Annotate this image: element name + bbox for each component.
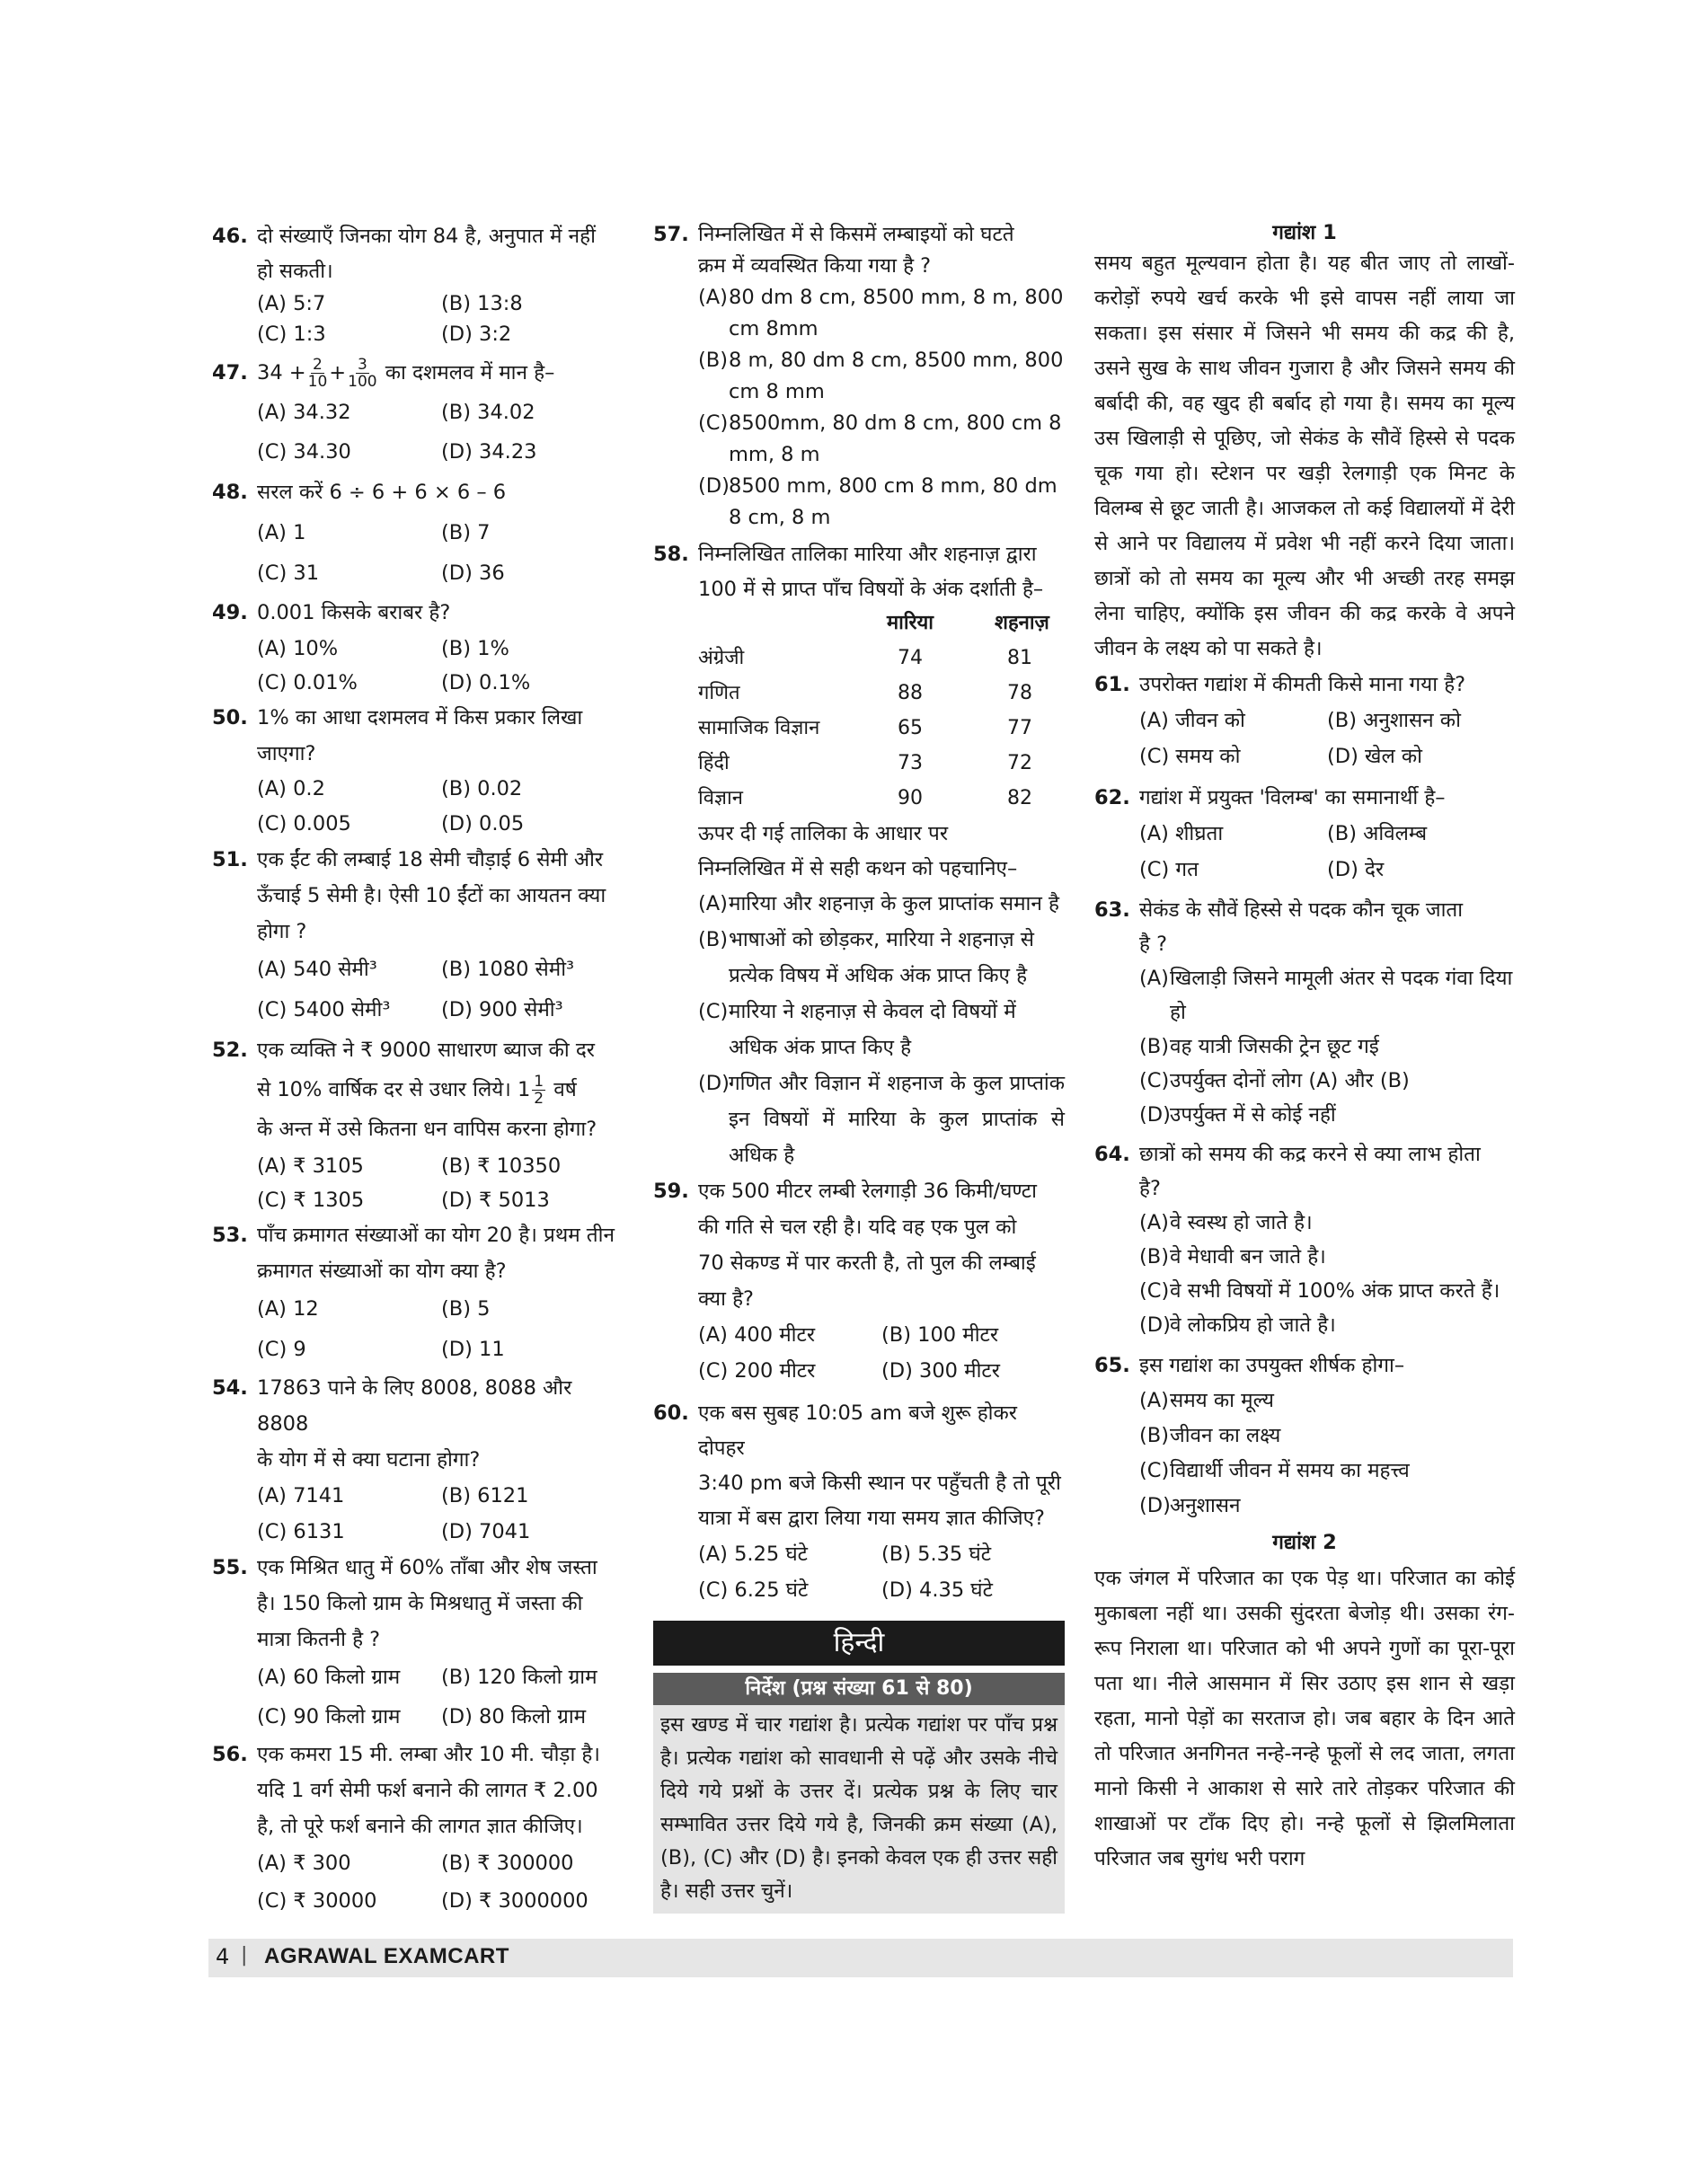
option: (B) 100 मीटर — [881, 1323, 999, 1347]
question-57: 57. निम्नलिखित में से किसमें लम्बाइयों को घटते क्रम में व्यवस्थित किया गया है ? (A) 80 dm 8 cm, 8500 mm, 8 m, 800 cm 8mm (B) 8 m, 80 dm 8 cm, 8500 mm, 800 cm 8 mm (C) 8500mm, 80 dm 8 cm, 800 cm 8 mm, 8 m (D) 8500 mm, 800 cm 8 mm, 80 dm 8 cm, 8 m — [653, 219, 1065, 534]
table-row: गणित 88 78 — [698, 682, 1032, 705]
option: (D) 3:2 — [441, 323, 512, 346]
option: (B) ₹ 10350 — [441, 1154, 562, 1178]
option: (C) 0.01% — [257, 671, 358, 694]
option: (D) 900 सेमी³ — [441, 998, 563, 1021]
question-53: 53. पाँच क्रमागत संख्याओं का योग 20 है। प्रथम तीन क्रमागत संख्याओं का योग क्या है? (A) 12 (B) 5 (C) 9 (D) 11 — [212, 1217, 625, 1370]
question-64: 64. छात्रों को समय की कद्र करने से क्या लाभ होता है? (A) वे स्वस्थ हो जाते है। (B) वे मेधावी बन जाते है। (C) वे सभी विषयों में 100% अंक प्राप्त करते हैं। (D) वे लोकप्रिय हो जाते है। — [1094, 1137, 1515, 1342]
option: (D) 8500 mm, 800 cm 8 mm, 80 dm 8 cm, 8 m — [698, 474, 1058, 529]
passage-2-title: गद्यांश 2 — [1272, 1531, 1337, 1554]
option: (C) 0.005 — [257, 812, 351, 835]
table-row: अंग्रेजी 74 81 — [698, 647, 1032, 670]
option: (A) 1 — [257, 521, 306, 544]
instructions-text: इस खण्ड में चार गद्यांश है। प्रत्येक गद्यांश पर पाँच प्रश्न है। प्रत्येक गद्यांश को सावधानी से पढ़ें और उसके नीचे दिये गये प्रश्नों के उत्तर दें। प्रत्येक प्रश्न के लिए चार सम्भावित उत्तर दिये गये है, जिनकी क्रम संख्या (A), (B), (C) और (D) है। इनको केवल एक ही उत्तर सही है। सही उत्तर चुनें। — [660, 1713, 1058, 1903]
option: (A) 80 dm 8 cm, 8500 mm, 8 m, 800 cm 8mm — [698, 286, 1064, 340]
option: (C) मारिया ने शहनाज़ से केवल दो विषयों में अधिक अंक प्राप्त किए है — [698, 1000, 1016, 1059]
option: (D) उपर्युक्त में से कोई नहीं — [1139, 1103, 1336, 1127]
option: (C) 31 — [257, 561, 320, 585]
option: (A) 5.25 घंटे — [698, 1543, 808, 1566]
option: (B) 6121 — [441, 1484, 529, 1507]
passage-1-text: समय बहुत मूल्यवान होता है। यह बीत जाए तो लाखों-करोड़ों रुपये खर्च करके भी इसे वापस नहीं लाया जा सकता। इस संसार में जिसने भी समय की कद्र की है, उसने सुख के साथ जीवन गुजारा है और जिसने समय की बर्बादी की, वह खुद ही बर्बाद हो गया है। समय का मूल्य उस खिलाड़ी से पूछिए, जो सेकंड के सौवें हिस्से से पदक चूक गया हो। स्टेशन पर खड़ी रेलगाड़ी एक मिनट के विलम्ब से छूट जाती है। आजकल तो कई विद्यालयों में देरी से आने पर विद्यालय में प्रवेश भी नहीं करने दिया जाता। छात्रों को तो समय का मूल्य और भी अच्छी तरह समझ लेना चाहिए, क्योंकि इस जीवन की कद्र करके वे अपने जीवन के लक्ष्य को पा सकते है। — [1094, 252, 1515, 660]
option: (D) ₹ 5013 — [441, 1189, 550, 1212]
option: (A) 540 सेमी³ — [257, 958, 377, 981]
option: (B) वह यात्री जिसकी ट्रेन छूट गई — [1139, 1035, 1379, 1058]
table-row: सामाजिक विज्ञान 65 77 — [698, 717, 1032, 740]
option: (C) 8500mm, 80 dm 8 cm, 800 cm 8 mm, 8 m — [698, 411, 1062, 466]
option: (C) 34.30 — [257, 440, 351, 464]
option: (C) 90 किलो ग्राम — [257, 1705, 401, 1728]
table-header-shahnaz: शहनाज़ — [995, 612, 1049, 635]
option: (A) 7141 — [257, 1484, 345, 1507]
option: (A) खिलाड़ी जिसने मामूली अंतर से पदक गंवा दिया हो — [1139, 967, 1513, 1024]
option: (A) 5:7 — [257, 292, 326, 315]
question-65: 65. इस गद्यांश का उपयुक्त शीर्षक होगा– (A) समय का मूल्य (B) जीवन का लक्ष्य (C) विद्यार्थी जीवन में समय का महत्त्व (D) अनुशासन — [1094, 1348, 1515, 1524]
option: (B) 1% — [441, 637, 509, 660]
option: (D) अनुशासन — [1139, 1494, 1241, 1517]
option: (B) 8 m, 80 dm 8 cm, 8500 mm, 800 cm 8 mm — [698, 349, 1064, 403]
instructions-box — [653, 1673, 1065, 1914]
option: (B) जीवन का लक्ष्य — [1139, 1424, 1281, 1447]
question-54: 54. 17863 पाने के लिए 8008, 8088 और 8808 के योग में से क्या घटाना होगा? (A) 7141 (B) 6121 (C) 6131 (D) 7041 — [212, 1370, 625, 1550]
table-row: विज्ञान 90 82 — [698, 787, 1032, 810]
option: (B) 5 — [441, 1297, 491, 1321]
option: (D) 7041 — [441, 1520, 531, 1543]
question-51: 51. एक ईंट की लम्बाई 18 सेमी चौड़ाई 6 सेमी और ऊँचाई 5 सेमी है। ऐसी 10 ईंटों का आयतन क्या होगा ? (A) 540 सेमी³ (B) 1080 सेमी³ (C) 5400 सेमी³ (D) 900 सेमी³ — [212, 842, 625, 1030]
question-62: 62. गद्यांश में प्रयुक्त 'विलम्ब' का समानार्थी है– (A) शीघ्रता (B) अविलम्ब (C) गत (D) देर — [1094, 780, 1515, 888]
page-footer — [208, 1939, 1513, 1977]
option: (B) अनुशासन को — [1327, 709, 1461, 732]
question-60: 60. एक बस सुबह 10:05 am बजे शुरू होकर दोपहर 3:40 pm बजे किसी स्थान पर पहुँचती है तो पूरी यात्रा में बस द्वारा लिया गया समय ज्ञात कीजिए? (A) 5.25 घंटे (B) 5.35 घंटे (C) 6.25 घंटे (D) 4.35 घंटे — [653, 1396, 1065, 1608]
option: (C) ₹ 30000 — [257, 1889, 377, 1913]
question-55: 55. एक मिश्रित धातु में 60% ताँबा और शेष जस्ता है। 150 किलो ग्राम के मिश्रधातु में जस्ता की मात्रा कितनी है ? (A) 60 किलो ग्राम (B) 120 किलो ग्राम (C) 90 किलो ग्राम (D) 80 किलो ग्राम — [212, 1550, 625, 1737]
column-2 — [653, 219, 1065, 1914]
option: (A) समय का मूल्य — [1139, 1389, 1274, 1412]
option: (A) 34.32 — [257, 401, 351, 424]
option: (C) ₹ 1305 — [257, 1189, 365, 1212]
section-title-hindi: हिन्दी — [653, 1621, 1065, 1666]
option: (A) वे स्वस्थ हो जाते है। — [1139, 1211, 1313, 1234]
question-63: 63. सेकंड के सौवें हिस्से से पदक कौन चूक जाता है ? (A) खिलाड़ी जिसने मामूली अंतर से पदक गंवा दिया हो (B) वह यात्री जिसकी ट्रेन छूट गई (C) उपर्युक्त दोनों लोग (A) और (B) (D) उपर्युक्त में से कोई नहीं — [1094, 893, 1515, 1132]
option: (B) 5.35 घंटे — [881, 1543, 992, 1566]
question-59: 59. एक 500 मीटर लम्बी रेलगाड़ी 36 किमी/घण्टा की गति से चल रही है। यदि वह एक पुल को 70 सेकण्ड में पार करती है, तो पुल की लम्बाई क्या है? (A) 400 मीटर (B) 100 मीटर (C) 200 मीटर (D) 300 मीटर — [653, 1173, 1065, 1389]
option: (B) 0.02 — [441, 777, 523, 800]
question-50: 50. 1% का आधा दशमलव में किस प्रकार लिखा जाएगा? (A) 0.2 (B) 0.02 (C) 0.005 (D) 0.05 — [212, 700, 625, 842]
question-56: 56. एक कमरा 15 मी. लम्बा और 10 मी. चौड़ा है। यदि 1 वर्ग सेमी फर्श बनाने की लागत ₹ 2.00 है, तो पूरे फर्श बनाने की लागत ज्ञात कीजिए। (A) ₹ 300 (B) ₹ 300000 (C) ₹ 30000 (D) ₹ 3000000 — [212, 1737, 625, 1920]
option: (D) 80 किलो ग्राम — [441, 1705, 587, 1728]
option: (D) 4.35 घंटे — [881, 1578, 993, 1602]
option: (C) गत — [1139, 858, 1199, 881]
option: (C) 6131 — [257, 1520, 345, 1543]
option: (D) 0.1% — [441, 671, 531, 694]
question-49: 49. 0.001 किसके बराबर है? (A) 10% (B) 1% (C) 0.01% (D) 0.1% — [212, 594, 625, 700]
option: (D) वे लोकप्रिय हो जाते है। — [1139, 1313, 1336, 1337]
question-48: 48. सरल करें 6 ÷ 6 + 6 × 6 – 6 (A) 1 (B) 7 (C) 31 (D) 36 — [212, 472, 625, 594]
option: (D) 36 — [441, 561, 505, 585]
option: (A) मारिया और शहनाज़ के कुल प्राप्तांक समान है — [698, 892, 1059, 915]
marks-table — [698, 606, 1058, 817]
option: (A) 12 — [257, 1297, 319, 1321]
option: (C) विद्यार्थी जीवन में समय का महत्त्व — [1139, 1459, 1410, 1482]
option: (B) 7 — [441, 521, 491, 544]
option: (A) 0.2 — [257, 777, 325, 800]
column-3 — [1094, 219, 1515, 1877]
option: (D) गणित और विज्ञान में शहनाज के कुल प्राप्तांक इन विषयों में मारिया के कुल प्राप्तांक से अधिक है — [698, 1072, 1065, 1167]
question-47: 47. 34 + $\frac{2}{10}$ + $\frac{3}{100}$ का दशमलव में मान है– (A) 34.32 (B) 34.02 (C) 34.30 (D) 34.23 — [212, 353, 625, 472]
option: (D) 11 — [441, 1338, 505, 1361]
question-61: 61. उपरोक्त गद्यांश में कीमती किसे माना गया है? (A) जीवन को (B) अनुशासन को (C) समय को (D) खेल को — [1094, 667, 1515, 774]
option: (C) उपर्युक्त दोनों लोग (A) और (B) — [1139, 1069, 1410, 1092]
option: (B) 1080 सेमी³ — [441, 958, 575, 981]
page-number: 4 — [216, 1944, 230, 1969]
option: (C) 5400 सेमी³ — [257, 998, 391, 1021]
option: (D) ₹ 3000000 — [441, 1889, 589, 1913]
option: (B) अविलम्ब — [1327, 822, 1428, 845]
option: (D) 0.05 — [441, 812, 525, 835]
option: (B) ₹ 300000 — [441, 1852, 574, 1875]
fraction: $\frac{1}{2}$ — [534, 1073, 544, 1108]
fraction: $\frac{3}{100}$ — [348, 356, 377, 391]
option: (A) 60 किलो ग्राम — [257, 1666, 401, 1689]
option: (A) जीवन को — [1139, 709, 1245, 732]
option: (B) भाषाओं को छोड़कर, मारिया ने शहनाज़ से प्रत्येक विषय में अधिक अंक प्राप्त किए है — [698, 928, 1034, 987]
option: (D) देर — [1327, 858, 1385, 881]
option: (A) 400 मीटर — [698, 1323, 816, 1347]
option: (C) वे सभी विषयों में 100% अंक प्राप्त करते हैं। — [1139, 1279, 1500, 1303]
option: (B) 120 किलो ग्राम — [441, 1666, 597, 1689]
option: (A) 10% — [257, 637, 339, 660]
fraction: $\frac{2}{10}$ — [307, 356, 328, 391]
option: (B) 34.02 — [441, 401, 535, 424]
footer-separator: | — [241, 1944, 248, 1967]
option: (C) समय को — [1139, 745, 1241, 768]
table-header-maria: मारिया — [887, 612, 934, 635]
passage-2-text: एक जंगल में परिजात का एक पेड़ था। परिजात का कोई मुकाबला नहीं था। उसकी सुंदरता बेजोड़ थी। उसका रंग-रूप निराला था। परिजात को भी अपने गुणों का पूरा-पूरा पता था। नीले आसमान में सिर उठाए इस शान से खड़ा रहता, मानो पेड़ों का सरताज हो। जब बहार के दिन आते तो परिजात अनगिनत नन्हे-नन्हे फूलों से लद जाता, लगता मानो किसी ने आकाश से सारे तारे तोड़कर परिजात की शाखाओं पर टाँक दिए हो। नन्हे फूलों से झिलमिलाता परिजात जब सुगंध भरी पराग — [1094, 1567, 1515, 1870]
option: (B) वे मेधावी बन जाते है। — [1139, 1245, 1326, 1269]
instructions-heading: निर्देश (प्रश्न संख्या 61 से 80) — [653, 1673, 1065, 1705]
question-58: 58. निम्नलिखित तालिका मारिया और शहनाज़ द्वारा 100 में से प्राप्त पाँच विषयों के अंक दर्शाती है– मारिया शहनाज़ अंग्रेजी 74 81 गणित 88 78 सामाजिक विज्ञान 65 77 हिंदी 73 72 विज्ञान 90 82 ऊपर दी गई तालिका के आधार पर निम्नलिखित में से सही कथन को पहचानिए– (A) मारिया और शहनाज़ के कुल प्राप्तांक समान है (B) भाषाओं को छोड़कर, मारिया ने शहनाज़ से प्रत्येक विषय में अधिक अंक प्राप्त किए है (C) मारिया ने शहनाज़ से केवल दो विषयों में अधिक अंक प्राप्त किए है (D) गणित और विज्ञान में शहनाज के कुल प्राप्तांक इन विषयों में मारिया के कुल प्राप्तांक से अधिक है — [653, 537, 1065, 1173]
option: (C) 1:3 — [257, 323, 326, 346]
brand-logo: AGRAWAL EXAMCART — [264, 1944, 509, 1968]
option: (C) 200 मीटर — [698, 1359, 816, 1383]
option: (D) 34.23 — [441, 440, 537, 464]
option: (C) 9 — [257, 1338, 306, 1361]
option: (C) 6.25 घंटे — [698, 1578, 809, 1602]
question-52: 52. एक व्यक्ति ने ₹ 9000 साधारण ब्याज की दर से 10% वार्षिक दर से उधार लिये। 1 $\frac{1}{2}$ वर्ष के अन्त में उसे कितना धन वापिस करना होगा? (A) ₹ 3105 (B) ₹ 10350 (C) ₹ 1305 (D) ₹ 5013 — [212, 1030, 625, 1217]
table-row: हिंदी 73 72 — [698, 752, 1032, 775]
option: (B) 13:8 — [441, 292, 523, 315]
option: (A) ₹ 3105 — [257, 1154, 364, 1178]
option: (D) 300 मीटर — [881, 1359, 1000, 1383]
option: (D) खेल को — [1327, 745, 1422, 768]
option: (A) ₹ 300 — [257, 1852, 351, 1875]
passage-1-title: गद्यांश 1 — [1272, 221, 1337, 244]
table-header-row — [698, 606, 1058, 641]
column-1 — [212, 219, 625, 1920]
option: (A) शीघ्रता — [1139, 822, 1224, 845]
question-46: 46. दो संख्याएँ जिनका योग 84 है, अनुपात में नहीं हो सकती। (A) 5:7 (B) 13:8 (C) 1:3 (D) 3:2 — [212, 219, 625, 349]
